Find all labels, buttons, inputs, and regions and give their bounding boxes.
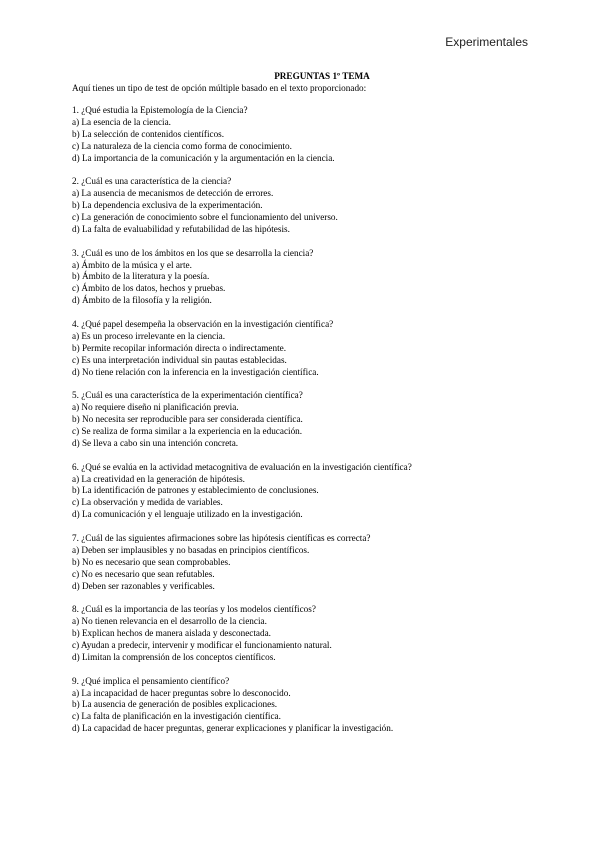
document-intro: Aquí tienes un tipo de test de opción múltiple basado en el texto proporcionado: bbox=[72, 82, 367, 93]
option-d: d) La falta de evaluabilidad y refutabilidad de las hipótesis. bbox=[72, 223, 290, 234]
question-text: 9. ¿Qué implica el pensamiento científico? bbox=[72, 675, 230, 686]
option-d: d) La comunicación y el lenguaje utilizado en la investigación. bbox=[72, 509, 303, 520]
page-header-label: Experimentales bbox=[445, 35, 528, 49]
option-c: c) No es necesario que sean refutables. bbox=[72, 568, 215, 579]
question-8 bbox=[72, 604, 542, 664]
question-1 bbox=[72, 105, 542, 165]
option-d: d) La importancia de la comunicación y la argumentación en la ciencia. bbox=[72, 152, 335, 163]
option-d: d) La capacidad de hacer preguntas, generar explicaciones y planificar la investigación. bbox=[72, 723, 394, 734]
option-b: b) No necesita ser reproducible para ser considerada científica. bbox=[72, 414, 303, 425]
option-a: a) No requiere diseño ni planificación previa. bbox=[72, 402, 239, 413]
question-9 bbox=[72, 676, 542, 736]
question-7 bbox=[72, 533, 542, 593]
question-text: 8. ¿Cuál es la importancia de las teorías y los modelos científicos? bbox=[72, 604, 316, 615]
option-b: b) No es necesario que sean comprobables. bbox=[72, 556, 231, 567]
document-body bbox=[72, 71, 542, 747]
question-3 bbox=[72, 248, 542, 308]
option-b: b) La dependencia exclusiva de la experimentación. bbox=[72, 200, 263, 211]
option-b: b) Permite recopilar información directa o indirectamente. bbox=[72, 342, 287, 353]
option-c: c) Es una interpretación individual sin pautas establecidas. bbox=[72, 354, 287, 365]
question-text: 5. ¿Cuál es una característica de la experimentación científica? bbox=[72, 390, 303, 401]
option-a: a) La incapacidad de hacer preguntas sobre lo desconocido. bbox=[72, 687, 291, 698]
option-c: c) Ayudan a predecir, intervenir y modificar el funcionamiento natural. bbox=[72, 640, 332, 651]
option-d: d) Limitan la comprensión de los conceptos científicos. bbox=[72, 651, 276, 662]
option-c: c) La observación y medida de variables. bbox=[72, 497, 223, 508]
option-c: c) Ámbito de los datos, hechos y pruebas. bbox=[72, 283, 226, 294]
option-a: a) La ausencia de mecanismos de detección de errores. bbox=[72, 188, 274, 199]
option-b: b) La identificación de patrones y establecimiento de conclusiones. bbox=[72, 485, 319, 496]
question-text: 6. ¿Qué se evalúa en la actividad metacognitiva de evaluación en la investigación científica? bbox=[72, 461, 412, 472]
option-a: a) Ámbito de la música y el arte. bbox=[72, 259, 192, 270]
question-text: 2. ¿Cuál es una característica de la ciencia? bbox=[72, 176, 232, 187]
question-2 bbox=[72, 176, 542, 236]
question-text: 4. ¿Qué papel desempeña la observación en la investigación científica? bbox=[72, 318, 334, 329]
option-a: a) La creatividad en la generación de hipótesis. bbox=[72, 473, 245, 484]
document-title: PREGUNTAS 1º TEMA bbox=[274, 71, 370, 81]
question-text: 7. ¿Cuál de las siguientes afirmaciones sobre las hipótesis científicas es correcta? bbox=[72, 532, 371, 543]
option-a: a) La esencia de la ciencia. bbox=[72, 116, 171, 127]
option-b: b) Ámbito de la literatura y la poesía. bbox=[72, 271, 210, 282]
question-text: 3. ¿Cuál es uno de los ámbitos en los que se desarrolla la ciencia? bbox=[72, 247, 314, 258]
question-6 bbox=[72, 462, 542, 522]
option-b: b) La selección de contenidos científicos. bbox=[72, 128, 225, 139]
option-c: c) La falta de planificación en la investigación científica. bbox=[72, 711, 281, 722]
option-d: d) Deben ser razonables y verificables. bbox=[72, 580, 215, 591]
option-c: c) La generación de conocimiento sobre el funcionamiento del universo. bbox=[72, 212, 338, 223]
option-d: d) Se lleva a cabo sin una intención concreta. bbox=[72, 437, 239, 448]
question-text: 1. ¿Qué estudia la Epistemología de la Ciencia? bbox=[72, 105, 248, 115]
option-a: a) Deben ser implausibles y no basadas en principios científicos. bbox=[72, 544, 310, 555]
option-a: a) No tienen relevancia en el desarrollo de la ciencia. bbox=[72, 616, 267, 627]
option-b: b) Explican hechos de manera aislada y desconectada. bbox=[72, 628, 271, 639]
question-4 bbox=[72, 319, 542, 379]
option-d: d) Ámbito de la filosofía y la religión. bbox=[72, 295, 212, 306]
option-a: a) Es un proceso irrelevante en la ciencia. bbox=[72, 330, 226, 341]
option-c: c) Se realiza de forma similar a la experiencia en la educación. bbox=[72, 426, 303, 437]
option-d: d) No tiene relación con la inferencia en la investigación científica. bbox=[72, 366, 319, 377]
option-c: c) La naturaleza de la ciencia como forma de conocimiento. bbox=[72, 140, 292, 151]
question-5 bbox=[72, 390, 542, 450]
option-b: b) La ausencia de generación de posibles explicaciones. bbox=[72, 699, 278, 710]
